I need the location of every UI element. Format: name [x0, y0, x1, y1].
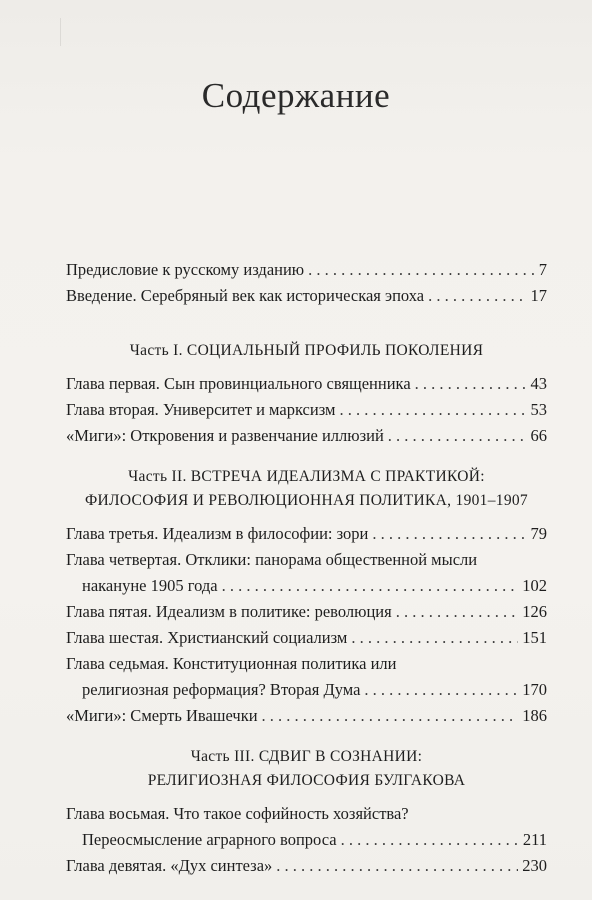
part-heading-line: Часть II. ВСТРЕЧА ИДЕАЛИЗМА С ПРАКТИКОЙ:	[128, 468, 485, 485]
toc-entry-preface[interactable]	[66, 257, 547, 283]
part-heading	[66, 339, 547, 363]
dot-leader	[351, 625, 518, 651]
toc-entry-chapter-8[interactable]	[66, 827, 547, 853]
part-heading-line: ФИЛОСОФИЯ И РЕВОЛЮЦИОННАЯ ПОЛИТИКА, 1901–1907	[85, 492, 528, 509]
part-heading	[66, 745, 547, 793]
toc-entry-page: 17	[530, 286, 547, 305]
toc-entry-title: Глава четвертая. Отклики: панорама общественной мысли	[66, 550, 478, 569]
toc-entry-title: Глава пятая. Идеализм в политике: революция	[66, 602, 392, 621]
toc-entry-title: Глава девятая. «Дух синтеза»	[66, 856, 273, 875]
dot-leader	[388, 423, 527, 449]
toc-entry-page: 79	[530, 524, 547, 543]
dot-leader	[396, 599, 519, 625]
toc-entry-page: 151	[522, 628, 547, 647]
toc-entry-title-continued: Переосмысление аграрного вопроса	[82, 830, 337, 849]
toc-entry-chapter-2[interactable]	[66, 397, 547, 423]
table-of-contents	[66, 257, 547, 879]
toc-entry-page: 230	[522, 856, 547, 875]
toc-entry-chapter-7[interactable]	[66, 677, 547, 703]
dot-leader	[364, 677, 518, 703]
dot-leader	[276, 853, 518, 879]
part-heading-line: Часть III. СДВИГ В СОЗНАНИИ:	[190, 748, 423, 765]
toc-entry-page: 7	[538, 260, 547, 279]
toc-entry-title: Глава восьмая. Что такое софийность хозяйства?	[66, 804, 409, 823]
part-heading	[66, 465, 547, 513]
dot-leader	[308, 257, 535, 283]
toc-entry-page: 211	[522, 830, 547, 849]
toc-entry-chapter-3[interactable]	[66, 521, 547, 547]
part-heading-line: Часть I. СОЦИАЛЬНЫЙ ПРОФИЛЬ ПОКОЛЕНИЯ	[129, 342, 484, 359]
toc-entry-title: Глава вторая. Университет и марксизм	[66, 400, 336, 419]
toc-entry-page: 170	[522, 680, 547, 699]
toc-entry-title-continued: накануне 1905 года	[82, 576, 218, 595]
toc-entry-title: Глава шестая. Христианский социализм	[66, 628, 348, 647]
toc-entry-title: «Миги»: Смерть Ивашечки	[66, 706, 258, 725]
toc-entry-migi-1[interactable]	[66, 423, 547, 449]
dot-leader	[262, 703, 519, 729]
toc-entry-chapter-7-line-1[interactable]	[66, 651, 547, 677]
toc-entry-chapter-4-line-1[interactable]	[66, 547, 547, 573]
bleed-through-rule	[60, 18, 61, 46]
dot-leader	[222, 573, 519, 599]
toc-entry-page: 53	[530, 400, 547, 419]
dot-leader	[341, 827, 519, 853]
dot-leader	[415, 371, 527, 397]
toc-entry-title: Глава первая. Сын провинциального священника	[66, 374, 411, 393]
toc-entry-chapter-1[interactable]	[66, 371, 547, 397]
toc-entry-chapter-5[interactable]	[66, 599, 547, 625]
toc-entry-page: 43	[530, 374, 547, 393]
dot-leader	[372, 521, 526, 547]
toc-entry-chapter-6[interactable]	[66, 625, 547, 651]
toc-entry-title: Глава седьмая. Конституционная политика или	[66, 654, 397, 673]
dot-leader	[428, 283, 526, 309]
toc-entry-chapter-8-line-1[interactable]	[66, 801, 547, 827]
part-heading-line: РЕЛИГИОЗНАЯ ФИЛОСОФИЯ БУЛГАКОВА	[147, 772, 466, 789]
toc-entry-title: Глава третья. Идеализм в философии: зори	[66, 524, 369, 543]
toc-entry-chapter-9[interactable]	[66, 853, 547, 879]
toc-entry-title-continued: религиозная реформация? Вторая Дума	[82, 680, 361, 699]
toc-entry-introduction[interactable]	[66, 283, 547, 309]
toc-entry-page: 102	[522, 576, 547, 595]
toc-entry-page: 66	[530, 426, 547, 445]
toc-entry-chapter-4[interactable]	[66, 573, 547, 599]
toc-entry-title: Введение. Серебряный век как историческая эпоха	[66, 286, 425, 305]
page-title: Содержание	[201, 76, 391, 115]
toc-entry-title: «Миги»: Откровения и развенчание иллюзий	[66, 426, 384, 445]
toc-entry-migi-2[interactable]	[66, 703, 547, 729]
toc-entry-page: 186	[522, 706, 547, 725]
dot-leader	[339, 397, 526, 423]
toc-entry-page: 126	[522, 602, 547, 621]
toc-entry-title: Предисловие к русскому изданию	[66, 260, 305, 279]
